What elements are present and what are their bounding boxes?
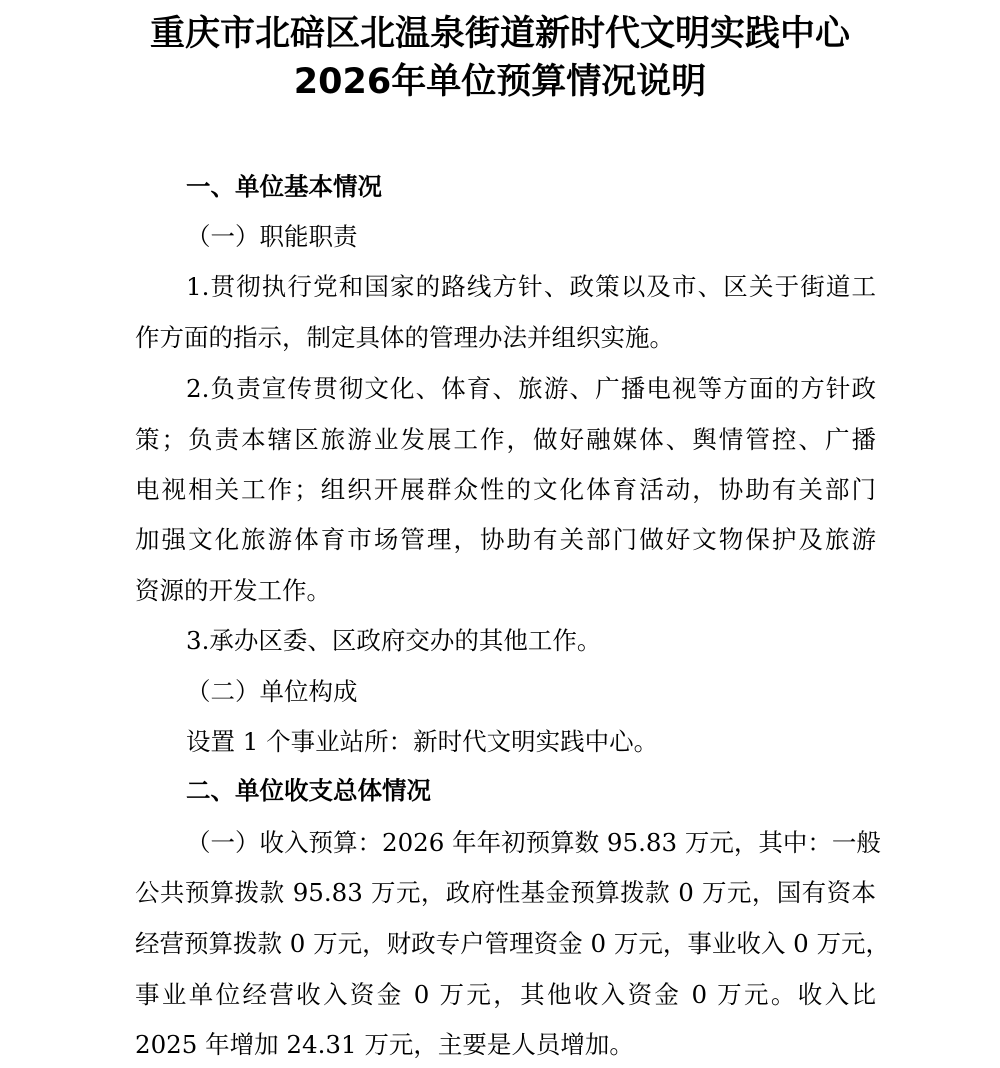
- duty-item2-line2: 策；负责本辖区旅游业发展工作，做好融媒体、舆情管控、广播: [135, 425, 876, 454]
- document-title-line1: 重庆市北碚区北温泉街道新时代文明实践中心: [149, 14, 850, 54]
- duty-item2-line1: 2.负责宣传贯彻文化、体育、旅游、广播电视等方面的方针政: [186, 374, 876, 403]
- section1-heading: 一、单位基本情况: [186, 172, 382, 201]
- section2-heading: 二、单位收支总体情况: [186, 776, 431, 805]
- income-line5: 2025 年增加 24.31 万元，主要是人员增加。: [135, 1030, 634, 1059]
- section1-subheading-duties: （一）职能职责: [186, 222, 358, 251]
- composition-text: 设置 1 个事业站所：新时代文明实践中心。: [186, 727, 659, 756]
- duty-item1-line1: 1.贯彻执行党和国家的路线方针、政策以及市、区关于街道工: [186, 272, 876, 301]
- income-line4: 事业单位经营收入资金 0 万元，其他收入资金 0 万元。收入比: [135, 980, 876, 1009]
- duty-item2-line5: 资源的开发工作。: [135, 576, 331, 605]
- section1-subheading-composition: （二）单位构成: [186, 677, 358, 706]
- income-line2: 公共预算拨款 95.83 万元，政府性基金预算拨款 0 万元，国有资本: [135, 878, 876, 907]
- income-line3: 经营预算拨款 0 万元，财政专户管理资金 0 万元，事业收入 0 万元，: [135, 929, 890, 958]
- duty-item3: 3.承办区委、区政府交办的其他工作。: [186, 626, 602, 655]
- duty-item2-line3: 电视相关工作；组织开展群众性的文化体育活动，协助有关部门: [135, 475, 876, 504]
- duty-item1-line2: 作方面的指示，制定具体的管理办法并组织实施。: [135, 323, 674, 352]
- income-line1: （一）收入预算：2026 年年初预算数 95.83 万元，其中：一般: [186, 828, 881, 857]
- document-title-line2: 2026年单位预算情况说明: [293, 62, 707, 102]
- duty-item2-line4: 加强文化旅游体育市场管理，协助有关部门做好文物保护及旅游: [135, 525, 876, 554]
